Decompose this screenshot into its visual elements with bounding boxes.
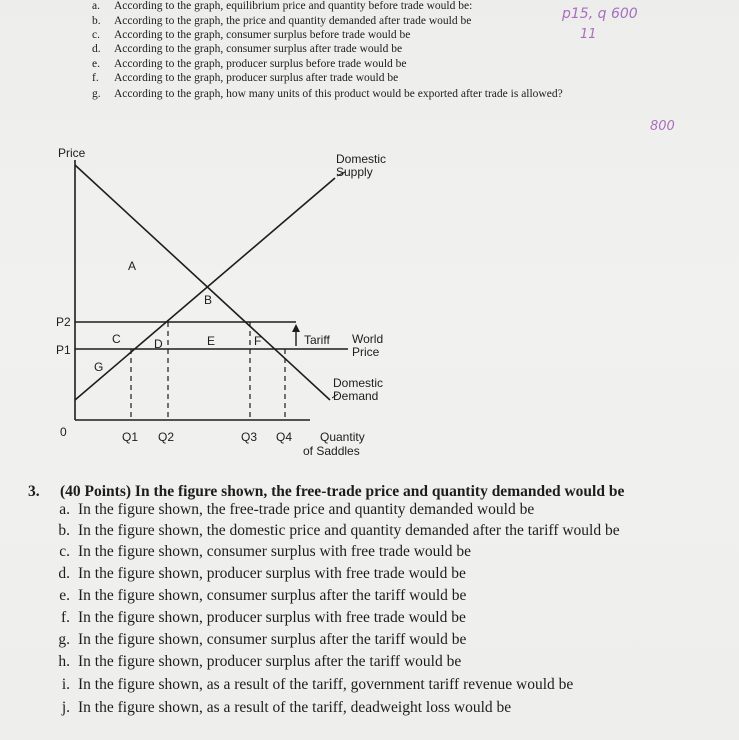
question-letter: b. <box>92 15 101 27</box>
item-letter: c. <box>59 543 70 560</box>
question-letter: f. <box>92 72 99 84</box>
item-text: In the figure shown, consumer surplus with free trade would be <box>78 543 471 560</box>
q3-item-d <box>40 564 466 584</box>
region-e-label: E <box>207 334 216 348</box>
p1-label: P1 <box>56 343 71 357</box>
handwritten-answer-a: p15, q 600 <box>562 6 638 22</box>
question-letter: a. <box>92 0 100 12</box>
domestic-supply-curve <box>75 178 335 400</box>
question-letter: c. <box>92 29 100 41</box>
question-text: According to the graph, equilibrium price and quantity before trade would be: <box>114 0 473 12</box>
question-letter: g. <box>92 88 101 100</box>
question-3-text: (40 Points) In the figure shown, the free-trade price and quantity demanded would be <box>60 483 625 500</box>
question-text: According to the graph, how many units of this product would be exported after trade is allowed? <box>114 88 563 100</box>
p2-label: P2 <box>56 315 71 329</box>
question-number: 3. <box>28 483 40 500</box>
origin-label: 0 <box>60 425 67 439</box>
item-letter: b. <box>58 522 70 539</box>
q3-item-j <box>40 698 511 718</box>
item-text: In the figure shown, producer surplus with free trade would be <box>78 565 466 582</box>
item-text: In the figure shown, the free-trade price and quantity demanded would be <box>78 501 535 518</box>
q1-label: Q1 <box>122 430 139 444</box>
x-axis-label-line1: Quantity <box>320 430 365 444</box>
handwritten-answer-g: 800 <box>650 119 675 134</box>
question-text: According to the graph, consumer surplus before trade would be <box>114 29 411 41</box>
region-g-label: G <box>94 360 104 374</box>
item-text: In the figure shown, producer surplus after the tariff would be <box>78 653 462 670</box>
item-letter: f. <box>60 609 70 626</box>
region-f-label: F <box>254 334 262 348</box>
q3-item-h <box>40 652 461 672</box>
region-b-label: B <box>204 293 213 307</box>
q3-item-a <box>40 500 534 520</box>
item-text: In the figure shown, consumer surplus after the tariff would be <box>78 631 467 648</box>
world-price-label-line1: World <box>352 332 384 346</box>
world-price-label-line2: Price <box>352 345 380 359</box>
item-text: In the figure shown, producer surplus with free trade would be <box>78 609 466 626</box>
supply-label-line2: Supply <box>336 165 373 179</box>
domestic-demand-curve <box>75 165 330 400</box>
question-text: According to the graph, producer surplus before trade would be <box>114 58 407 70</box>
q3-item-c <box>40 542 471 562</box>
q3-item-f <box>40 608 466 628</box>
supply-label-line1: Domestic <box>336 152 387 166</box>
region-c-label: C <box>112 332 121 346</box>
handwritten-answer-b: 11 <box>580 27 597 42</box>
q3-item-i <box>40 675 573 695</box>
item-letter: d. <box>58 565 70 582</box>
q4-label: Q4 <box>276 430 293 444</box>
item-letter: j. <box>61 699 70 716</box>
tariff-label: Tariff <box>304 333 330 347</box>
item-letter: a. <box>59 501 70 518</box>
question-text: According to the graph, the price and quantity demanded after trade would be <box>114 15 472 27</box>
q3-item-e <box>40 586 466 606</box>
item-letter: e. <box>59 587 70 604</box>
item-letter: i. <box>61 676 70 693</box>
question-letter: d. <box>92 43 101 55</box>
demand-label-line2: Demand <box>333 389 379 403</box>
q2-label: Q2 <box>158 430 175 444</box>
question-text: According to the graph, consumer surplus after trade would be <box>114 43 403 55</box>
item-text: In the figure shown, consumer surplus after the tariff would be <box>78 587 467 604</box>
demand-label-line1: Domestic <box>333 376 384 390</box>
question-3-title <box>28 483 728 501</box>
item-text: In the figure shown, the domestic price and quantity demanded after the tariff would be <box>78 522 620 539</box>
q3-item-g <box>40 630 466 650</box>
tariff-arrow-icon <box>292 324 300 332</box>
item-letter: g. <box>58 631 70 648</box>
region-a-label: A <box>128 259 137 273</box>
q3-label: Q3 <box>241 430 258 444</box>
q3-item-b <box>40 521 620 541</box>
x-axis-label-line2: of Saddles <box>303 444 360 458</box>
item-letter: h. <box>58 653 70 670</box>
region-d-label: D <box>154 337 163 351</box>
item-text: In the figure shown, as a result of the tariff, deadweight loss would be <box>78 699 512 716</box>
y-axis-label: Price <box>58 146 86 160</box>
question-text: According to the graph, producer surplus after trade would be <box>114 72 399 84</box>
question-letter: e. <box>92 58 100 70</box>
item-text: In the figure shown, as a result of the tariff, government tariff revenue would be <box>78 676 574 693</box>
